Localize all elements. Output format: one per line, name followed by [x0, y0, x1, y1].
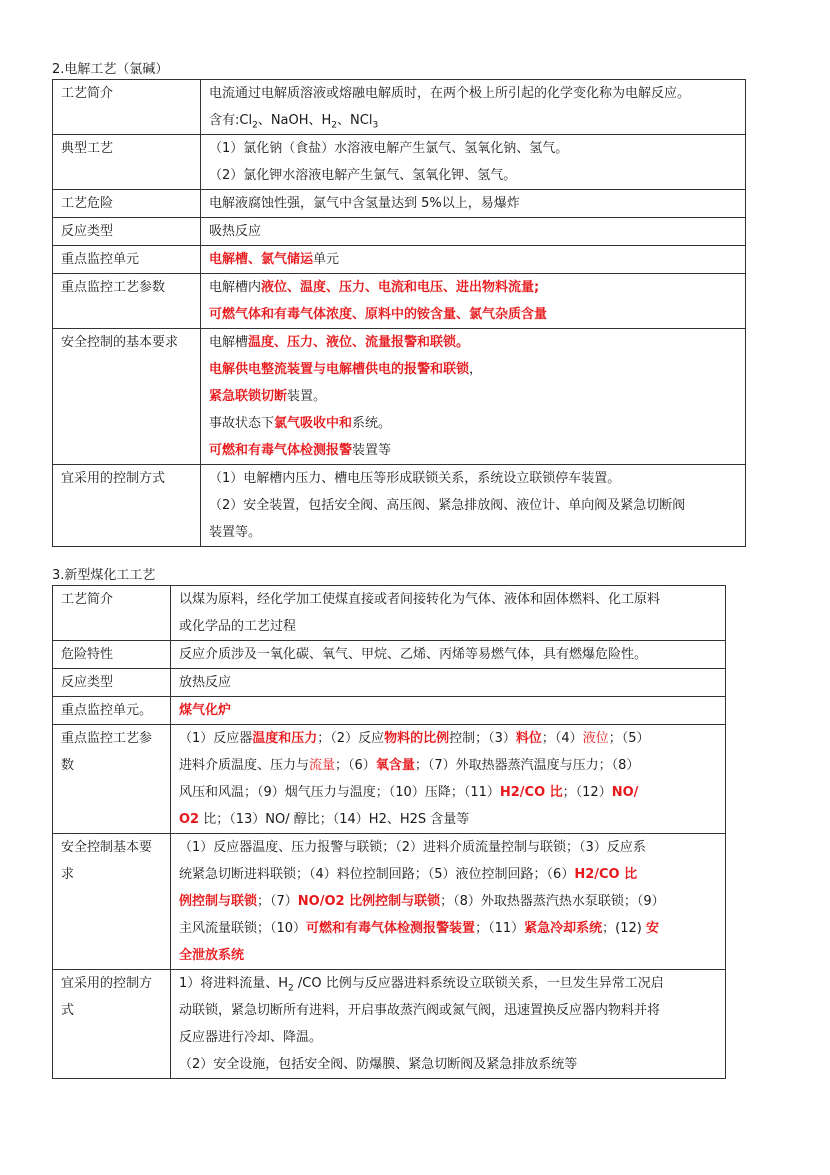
- table-row: [53, 586, 726, 641]
- row-label: 危险特性: [53, 641, 171, 669]
- row-label: 工艺简介: [53, 586, 171, 641]
- row-label: 安全控制基本要 求: [53, 834, 171, 970]
- row-label: 宜采用的控制方 式: [53, 970, 171, 1079]
- table-row: [53, 970, 726, 1079]
- section-title-coal-chemical: 3.新型煤化工工艺: [52, 568, 156, 583]
- row-content: 放热反应: [171, 669, 726, 697]
- row-content: 电解槽内液位、温度、压力、电流和电压、进出物料流量; 可燃气体和有毒气体浓度、原料中的铵含量、氯气杂质含量: [201, 274, 746, 329]
- row-content: 吸热反应: [201, 218, 746, 246]
- row-content: 电流通过电解质溶液或熔融电解质时，在两个极上所引起的化学变化称为电解反应。 含有$:Cl_2$、NaOH、$H_2$、NCl$_3$: [201, 80, 746, 135]
- row-content: 反应介质涉及一氧化碳、氧气、甲烷、乙烯、丙烯等易燃气体，具有燃爆危险性。: [171, 641, 726, 669]
- table-row: [53, 725, 726, 834]
- table-row: [53, 465, 746, 547]
- row-label: 工艺简介: [53, 80, 201, 135]
- section-title-electrolysis: 2.电解工艺（氯碱）: [52, 62, 169, 77]
- row-content: 煤气化炉: [171, 697, 726, 725]
- row-content: 电解液腐蚀性强，氯气中含氢量达到 5%以上，易爆炸: [201, 190, 746, 218]
- table-row: [53, 246, 746, 274]
- row-content: （1）反应器温度、压力报警与联锁；（2）进料介质流量控制与联锁；（3）反应系 统紧急切断进料联锁；（4）料位控制回路；（5）液位控制回路；（6）H2/CO 比 例控制与联锁；（7）NO/O2 比例控制与联锁；（8）外取热器蒸汽热水泵联锁；（9） 主风流量联锁；（10）可燃和有毒气体检测报警装置；（11）紧急冷却系统；(12) 安 全泄放系统: [171, 834, 726, 970]
- row-label: 重点监控工艺参 数: [53, 725, 171, 834]
- table-row: [53, 697, 726, 725]
- row-content: （1）反应器温度和压力；（2）反应物料的比例控制；（3）料位；（4）液位；（5） 进料介质温度、压力与流量；（6）氧含量；（7）外取热器蒸汽温度与压力；（8） 风压和风温；（9）烟气压力与温度；（10）压降；（11）H2/CO 比；（12）NO/ O2 比；（13）NO/ 醇比；（14）H2、H2S 含量等: [171, 725, 726, 834]
- table-row: [53, 135, 746, 190]
- row-content: 电解槽温度、压力、液位、流量报警和联锁。 电解供电整流装置与电解槽供电的报警和联锁， 紧急联锁切断装置。 事故状态下氯气吸收中和系统。 可燃和有毒气体检测报警装置等: [201, 329, 746, 465]
- table-row: [53, 190, 746, 218]
- table-row: [53, 274, 746, 329]
- row-content: 1）将进料流量、$H_2$ /CO 比例与反应器进料系统设立联锁关系，一旦发生异常工况启 动联锁，紧急切断所有进料，开启事故蒸汽阀或氮气阀，迅速置换反应器内物料并将 反应器进行冷却、降温。 （2）安全设施，包括安全阀、防爆膜、紧急切断阀及紧急排放系统等: [171, 970, 726, 1079]
- table-row: [53, 218, 746, 246]
- row-label: 反应类型: [53, 669, 171, 697]
- table-row: [53, 669, 726, 697]
- row-label: 典型工艺: [53, 135, 201, 190]
- row-label: 安全控制的基本要求: [53, 329, 201, 465]
- row-content: （1）电解槽内压力、槽电压等形成联锁关系，系统设立联锁停车装置。 （2）安全装置，包括安全阀、高压阀、紧急排放阀、液位计、单向阀及紧急切断阀 装置等。: [201, 465, 746, 547]
- table-row: [53, 80, 746, 135]
- row-label: 工艺危险: [53, 190, 201, 218]
- coal-chemical-table: [52, 585, 726, 1079]
- row-label: 反应类型: [53, 218, 201, 246]
- row-label: 重点监控单元。: [53, 697, 171, 725]
- row-content: 以煤为原料，经化学加工使煤直接或者间接转化为气体、液体和固体燃料、化工原料 或化学品的工艺过程: [171, 586, 726, 641]
- table-row: [53, 834, 726, 970]
- electrolysis-table: [52, 79, 746, 547]
- row-label: 重点监控单元: [53, 246, 201, 274]
- row-content: （1）氯化钠（食盐）水溶液电解产生氯气、氢氧化钠、氢气。 （2）氯化钾水溶液电解产生氯气、氢氧化钾、氢气。: [201, 135, 746, 190]
- row-label: 重点监控工艺参数: [53, 274, 201, 329]
- row-label: 宜采用的控制方式: [53, 465, 201, 547]
- table-row: [53, 641, 726, 669]
- row-content: 电解槽、氯气储运单元: [201, 246, 746, 274]
- table-row: [53, 329, 746, 465]
